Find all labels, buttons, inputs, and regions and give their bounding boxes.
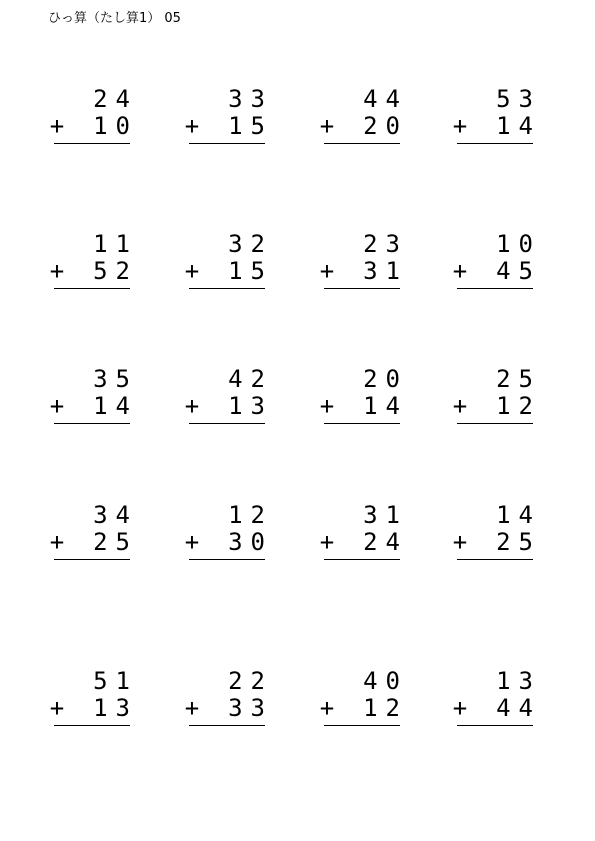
addend-bottom (363, 111, 408, 141)
addend-bottom-row (451, 111, 541, 141)
addend-bottom-row (451, 391, 541, 421)
addend-bottom-row (318, 693, 408, 723)
addend-top (363, 364, 408, 394)
addend-top (496, 84, 541, 114)
addend-top-value: 51 (93, 667, 138, 695)
addition-problem (48, 500, 138, 564)
addition-problem (48, 666, 138, 730)
addend-top (496, 500, 541, 530)
plus-sign: + (319, 694, 335, 722)
addend-top-value: 42 (228, 365, 273, 393)
addend-top-value: 34 (93, 501, 138, 529)
sum-line (324, 559, 400, 560)
addend-top-row (363, 666, 408, 696)
addend-bottom (228, 256, 273, 286)
addend-top-value: 35 (93, 365, 138, 393)
sum-line (324, 143, 400, 144)
addend-top-row (228, 500, 273, 530)
addition-problem (318, 666, 408, 730)
addend-top-value: 25 (496, 365, 541, 393)
addend-bottom (93, 693, 138, 723)
plus-sign: + (49, 392, 65, 420)
plus-sign: + (319, 528, 335, 556)
sum-line (189, 559, 265, 560)
addend-bottom-value: 14 (93, 392, 138, 420)
addition-problem (318, 84, 408, 148)
addend-bottom-value: 15 (228, 112, 273, 140)
addend-top (496, 229, 541, 259)
plus-sign: + (452, 112, 468, 140)
addend-top-value: 14 (496, 501, 541, 529)
addition-problem (48, 229, 138, 293)
addend-bottom (363, 527, 408, 557)
addend-top (496, 364, 541, 394)
plus-sign: + (49, 528, 65, 556)
addend-top-value: 53 (496, 85, 541, 113)
addend-top-value: 31 (363, 501, 408, 529)
sum-line (54, 559, 130, 560)
addend-top-row (496, 229, 541, 259)
addend-top-value: 20 (363, 365, 408, 393)
addition-problem (451, 229, 541, 293)
addend-top (93, 500, 138, 530)
plus-sign: + (184, 528, 200, 556)
addend-top-value: 13 (496, 667, 541, 695)
addend-bottom-value: 13 (93, 694, 138, 722)
addend-top (363, 666, 408, 696)
plus-sign: + (452, 257, 468, 285)
addend-bottom-value: 14 (496, 112, 541, 140)
addend-bottom-value: 10 (93, 112, 138, 140)
addend-top-row (228, 364, 273, 394)
addend-top-value: 32 (228, 230, 273, 258)
plus-sign: + (184, 392, 200, 420)
addend-bottom-value: 25 (93, 528, 138, 556)
addition-problem (318, 364, 408, 428)
addend-bottom-value: 14 (363, 392, 408, 420)
addend-bottom (363, 391, 408, 421)
addend-bottom-row (451, 256, 541, 286)
addend-top (363, 229, 408, 259)
addition-problem (318, 229, 408, 293)
addend-top-value: 23 (363, 230, 408, 258)
addend-bottom-value: 24 (363, 528, 408, 556)
addend-bottom (228, 693, 273, 723)
plus-sign: + (184, 112, 200, 140)
addend-bottom (228, 391, 273, 421)
addend-bottom-value: 44 (496, 694, 541, 722)
addend-bottom-value: 30 (228, 528, 273, 556)
addend-bottom-row (183, 527, 273, 557)
plus-sign: + (319, 257, 335, 285)
addend-top-row (363, 500, 408, 530)
addend-bottom (496, 391, 541, 421)
plus-sign: + (319, 112, 335, 140)
addend-bottom-row (183, 256, 273, 286)
addend-top-row (496, 500, 541, 530)
addend-bottom-row (318, 391, 408, 421)
addend-top-row (363, 364, 408, 394)
addend-bottom-row (183, 111, 273, 141)
addition-problem (183, 364, 273, 428)
addend-top (93, 229, 138, 259)
sum-line (457, 423, 533, 424)
worksheet-title: ひっ算（たし算1） 05 (48, 11, 181, 26)
plus-sign: + (49, 112, 65, 140)
addend-bottom-row (318, 256, 408, 286)
addend-top (93, 364, 138, 394)
addition-problem (451, 364, 541, 428)
addend-top-row (93, 666, 138, 696)
addend-bottom-value: 52 (93, 257, 138, 285)
addend-top-row (228, 666, 273, 696)
addend-bottom (93, 256, 138, 286)
addition-problem (451, 500, 541, 564)
addend-bottom-value: 12 (496, 392, 541, 420)
plus-sign: + (319, 392, 335, 420)
addend-top (228, 84, 273, 114)
addend-bottom-value: 45 (496, 257, 541, 285)
addend-top-row (93, 364, 138, 394)
addend-bottom (496, 256, 541, 286)
plus-sign: + (452, 392, 468, 420)
addition-problem (183, 666, 273, 730)
addend-bottom-value: 13 (228, 392, 273, 420)
addend-top-row (93, 229, 138, 259)
addend-top (363, 500, 408, 530)
addend-top-row (228, 229, 273, 259)
plus-sign: + (49, 257, 65, 285)
addend-bottom (496, 693, 541, 723)
addend-top-row (363, 84, 408, 114)
addend-bottom-value: 33 (228, 694, 273, 722)
addition-problem (318, 500, 408, 564)
addition-problem (48, 364, 138, 428)
addend-bottom (93, 391, 138, 421)
sum-line (189, 288, 265, 289)
addend-top-row (228, 84, 273, 114)
sum-line (324, 288, 400, 289)
addend-bottom-row (318, 527, 408, 557)
addend-bottom-row (451, 527, 541, 557)
addend-bottom-row (451, 693, 541, 723)
addend-top-row (496, 364, 541, 394)
plus-sign: + (452, 694, 468, 722)
addition-problem (183, 229, 273, 293)
plus-sign: + (184, 257, 200, 285)
addend-bottom-row (48, 527, 138, 557)
addend-bottom-row (183, 693, 273, 723)
addend-bottom (93, 527, 138, 557)
addend-bottom-row (183, 391, 273, 421)
addend-top-row (496, 84, 541, 114)
sum-line (189, 143, 265, 144)
addend-top-value: 24 (93, 85, 138, 113)
sum-line (54, 288, 130, 289)
addend-bottom (228, 527, 273, 557)
addition-problem (451, 84, 541, 148)
addend-bottom-value: 31 (363, 257, 408, 285)
addition-problem (48, 84, 138, 148)
addend-bottom (496, 111, 541, 141)
addend-top-value: 44 (363, 85, 408, 113)
addend-top (93, 666, 138, 696)
addend-bottom (363, 256, 408, 286)
addend-top-value: 22 (228, 667, 273, 695)
sum-line (54, 143, 130, 144)
addend-top (228, 229, 273, 259)
sum-line (189, 725, 265, 726)
addend-top (363, 84, 408, 114)
addend-bottom-row (48, 693, 138, 723)
addend-bottom-row (48, 391, 138, 421)
sum-line (324, 725, 400, 726)
addend-bottom-row (48, 111, 138, 141)
plus-sign: + (452, 528, 468, 556)
addend-top (228, 364, 273, 394)
addend-top-value: 10 (496, 230, 541, 258)
addend-bottom (228, 111, 273, 141)
addend-bottom (363, 693, 408, 723)
sum-line (457, 288, 533, 289)
sum-line (457, 725, 533, 726)
plus-sign: + (184, 694, 200, 722)
addend-bottom-row (318, 111, 408, 141)
addition-problem (451, 666, 541, 730)
addend-top (496, 666, 541, 696)
addend-top (93, 84, 138, 114)
addend-bottom-row (48, 256, 138, 286)
addend-top-row (496, 666, 541, 696)
addend-bottom (496, 527, 541, 557)
addend-top (228, 666, 273, 696)
addend-top-value: 11 (93, 230, 138, 258)
sum-line (457, 143, 533, 144)
sum-line (457, 559, 533, 560)
sum-line (54, 725, 130, 726)
addend-bottom-value: 25 (496, 528, 541, 556)
addend-bottom-value: 12 (363, 694, 408, 722)
addend-bottom (93, 111, 138, 141)
addition-problem (183, 84, 273, 148)
sum-line (54, 423, 130, 424)
plus-sign: + (49, 694, 65, 722)
addition-problem (183, 500, 273, 564)
addend-top (228, 500, 273, 530)
addend-top-value: 33 (228, 85, 273, 113)
addend-top-row (363, 229, 408, 259)
addend-top-row (93, 500, 138, 530)
sum-line (189, 423, 265, 424)
sum-line (324, 423, 400, 424)
addend-bottom-value: 20 (363, 112, 408, 140)
addend-bottom-value: 15 (228, 257, 273, 285)
addend-top-value: 40 (363, 667, 408, 695)
addend-top-value: 12 (228, 501, 273, 529)
addend-top-row (93, 84, 138, 114)
